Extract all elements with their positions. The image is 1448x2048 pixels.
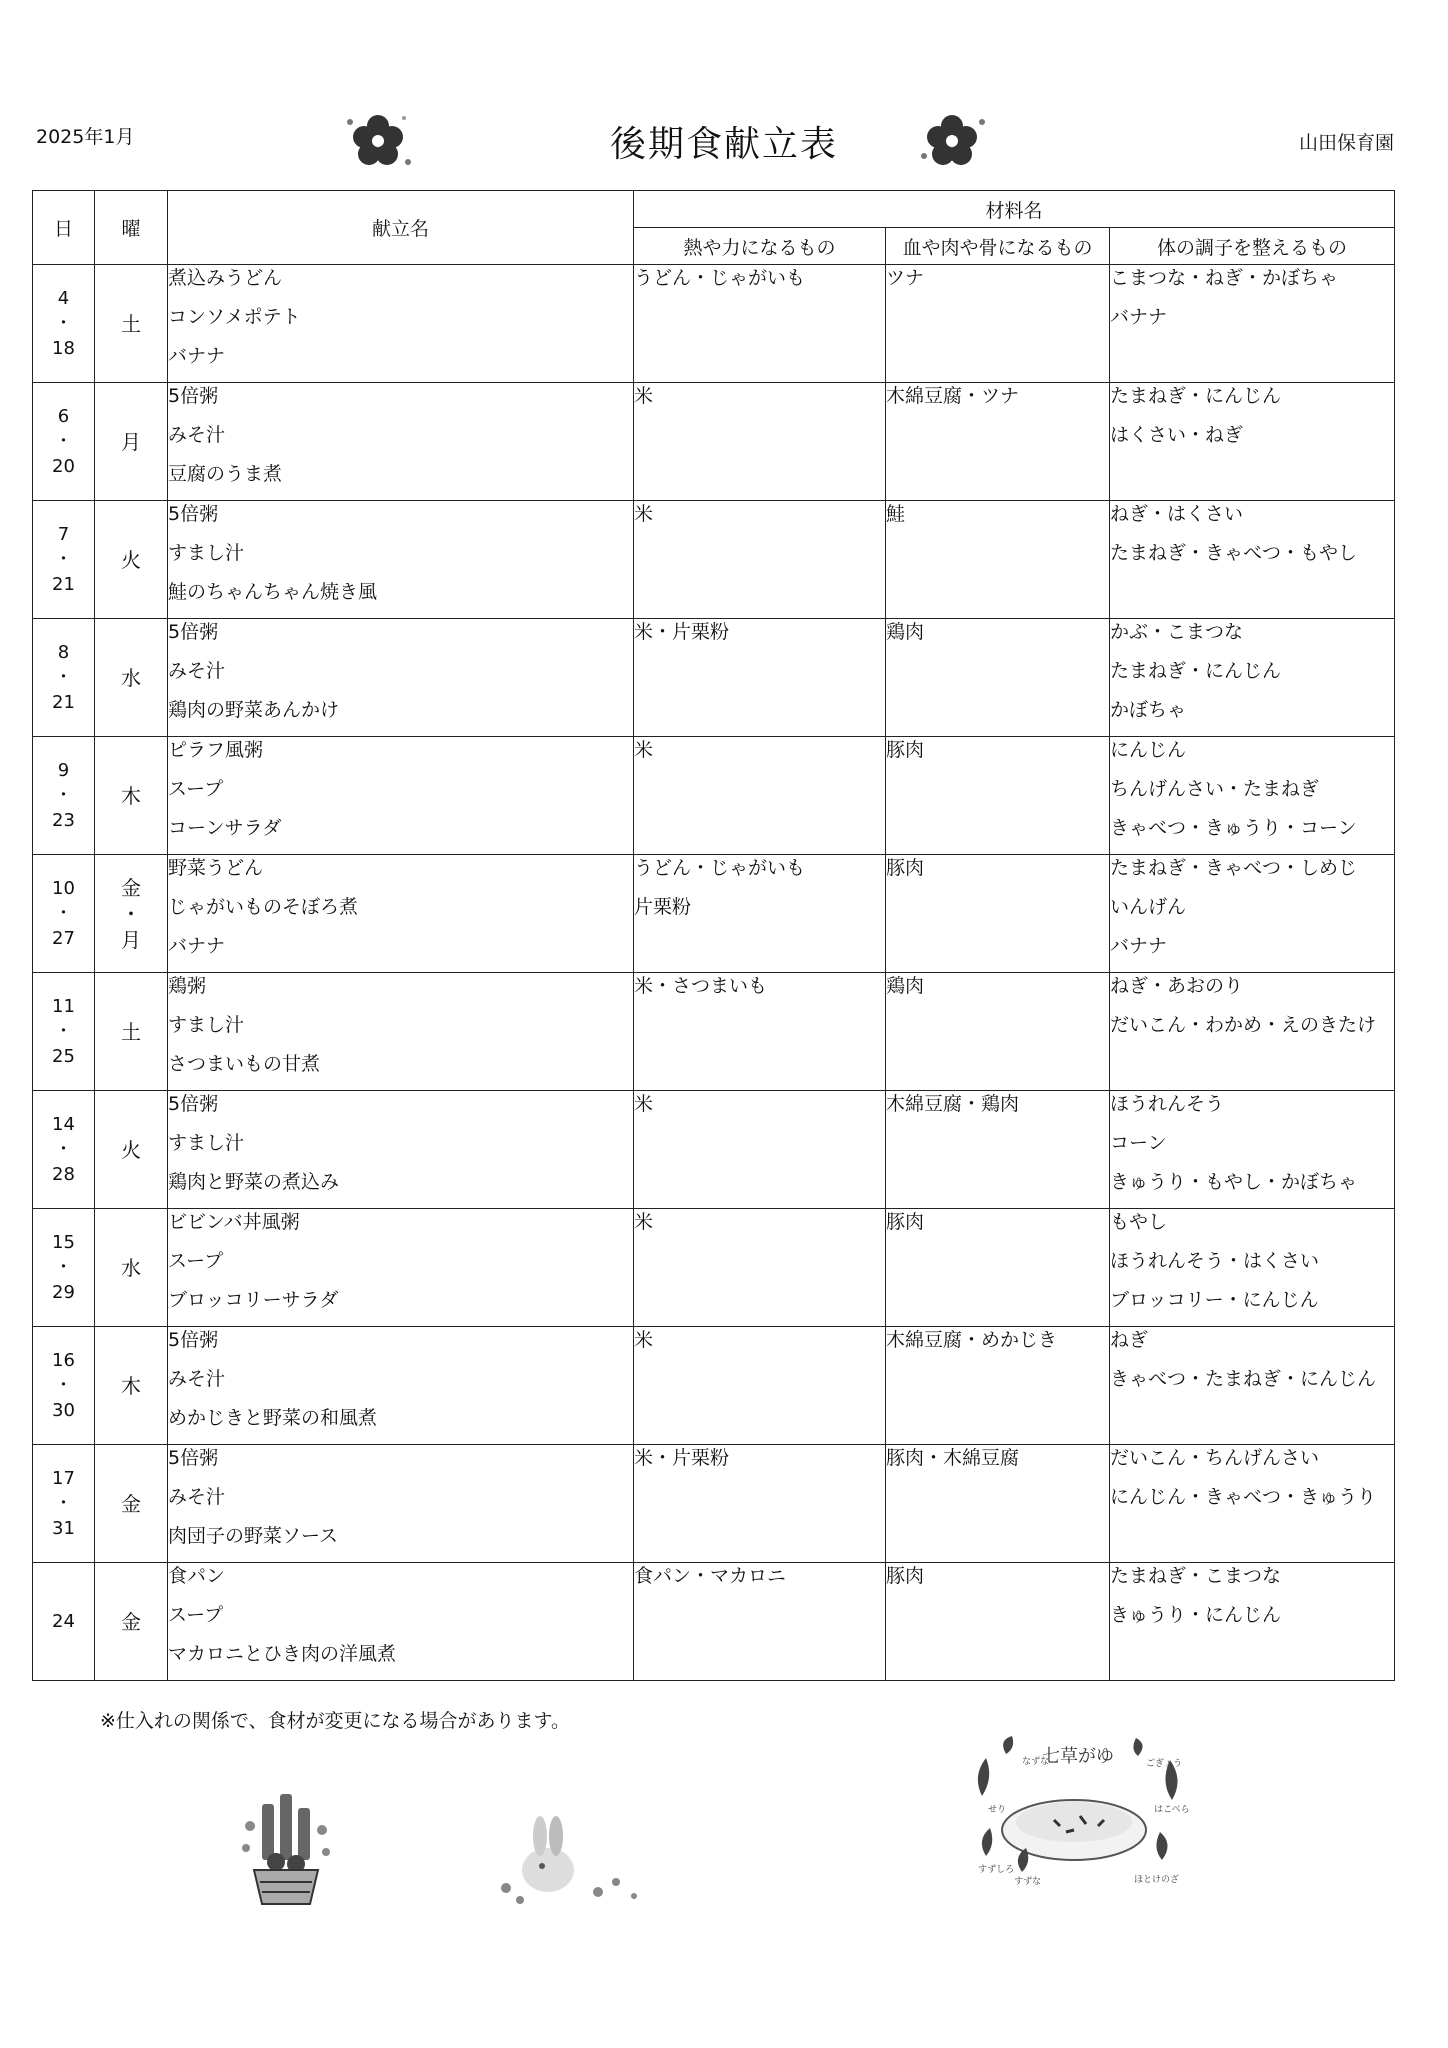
- nanakusa-title: 七草がゆ: [1042, 1746, 1114, 1767]
- menu-row: [33, 855, 1395, 973]
- day-line: 14: [52, 1114, 75, 1135]
- day-cell: [33, 1091, 95, 1209]
- menu-row: [33, 383, 1395, 501]
- weekday-line: 木: [121, 783, 141, 808]
- day-line: 21: [52, 692, 75, 713]
- weekday-cell: [95, 1209, 168, 1327]
- dish-name: 肉団子の野菜ソース: [168, 1525, 339, 1547]
- body-cell: [1110, 1327, 1395, 1445]
- dishes-cell: [168, 855, 634, 973]
- ingredient-line: 鶏肉: [886, 621, 925, 643]
- ingredient-line: 米: [634, 1211, 654, 1233]
- weekday-line: 金: [121, 875, 141, 900]
- weekday-line: 水: [121, 1255, 141, 1280]
- body-cell: [1110, 1091, 1395, 1209]
- ingredient-line: ねぎ: [1110, 1329, 1149, 1351]
- day-line: 6: [57, 406, 70, 427]
- dishes-cell: [168, 1327, 634, 1445]
- herb-label: なずな: [1022, 1757, 1050, 1767]
- day-line: 30: [52, 1400, 75, 1421]
- menu-row: [33, 1563, 1395, 1681]
- menu-row: [33, 737, 1395, 855]
- energy-cell: [634, 737, 886, 855]
- energy-cell: [634, 619, 886, 737]
- herb-label: すずしろ: [978, 1865, 1015, 1875]
- day-line: 28: [52, 1164, 75, 1185]
- day-cell: [33, 1327, 95, 1445]
- day-line: ・: [54, 1493, 73, 1514]
- ingredient-line: 米: [634, 1093, 654, 1115]
- blood-cell: [886, 383, 1110, 501]
- day-cell: [33, 1563, 95, 1681]
- dish-name: みそ汁: [168, 660, 226, 682]
- day-line: ・: [54, 549, 73, 570]
- day-cell: [33, 737, 95, 855]
- menu-table-body: [33, 265, 1395, 1681]
- weekday-line: 土: [121, 311, 141, 336]
- page-title: 後期食献立表: [609, 124, 838, 165]
- herb-label: せり: [988, 1805, 1007, 1815]
- menu-row: [33, 1091, 1395, 1209]
- day-line: 18: [52, 338, 75, 359]
- dishes-cell: [168, 1091, 634, 1209]
- energy-cell: [634, 973, 886, 1091]
- ingredient-line: たまねぎ・きゃべつ・もやし: [1110, 542, 1358, 564]
- dish-name: 5倍粥: [168, 1329, 219, 1351]
- weekday-line: 土: [121, 1019, 141, 1044]
- supply-note: ※仕入れの関係で、食材が変更になる場合があります。: [100, 1710, 571, 1732]
- ingredient-line: 米・片栗粉: [634, 1447, 730, 1469]
- weekday-line: 火: [121, 547, 141, 572]
- ingredient-line: にんじん: [1110, 739, 1187, 761]
- nanakusa-gayu-illustration: [962, 1736, 1192, 1886]
- day-line: ・: [54, 1375, 73, 1396]
- body-cell: [1110, 1563, 1395, 1681]
- weekday-cell: [95, 1445, 168, 1563]
- dish-name: ピラフ風粥: [168, 739, 264, 761]
- menu-row: [33, 1327, 1395, 1445]
- body-cell: [1110, 619, 1395, 737]
- dish-name: 鶏肉と野菜の煮込み: [168, 1171, 340, 1193]
- day-line: 29: [52, 1282, 75, 1303]
- header-day: 日: [33, 191, 95, 265]
- weekday-cell: [95, 501, 168, 619]
- day-line: 17: [52, 1468, 75, 1489]
- ingredient-line: 米: [634, 503, 654, 525]
- ingredient-line: にんじん・きゃべつ・きゅうり: [1110, 1486, 1377, 1508]
- ingredient-line: ほうれんそう: [1110, 1093, 1225, 1115]
- ingredient-line: きゅうり・にんじん: [1110, 1604, 1282, 1626]
- header-energy: 熱や力になるもの: [634, 228, 886, 265]
- weekday-line: 月: [121, 927, 141, 952]
- weekday-cell: [95, 855, 168, 973]
- menu-row: [33, 265, 1395, 383]
- ingredient-line: コーン: [1110, 1132, 1167, 1154]
- day-line: 27: [52, 928, 75, 949]
- energy-cell: [634, 1091, 886, 1209]
- blood-cell: [886, 1091, 1110, 1209]
- ingredient-line: もやし: [1110, 1211, 1168, 1233]
- blood-cell: [886, 973, 1110, 1091]
- ingredient-line: はくさい・ねぎ: [1110, 424, 1244, 446]
- ingredient-line: ほうれんそう・はくさい: [1110, 1250, 1320, 1272]
- ingredient-line: 豚肉・木綿豆腐: [886, 1447, 1020, 1469]
- dish-name: 鶏粥: [168, 975, 207, 997]
- day-line: 15: [52, 1232, 75, 1253]
- ingredient-line: うどん・じゃがいも: [634, 857, 806, 879]
- ingredient-line: 食パン・マカロニ: [634, 1565, 787, 1587]
- dish-name: 5倍粥: [168, 1447, 219, 1469]
- dish-name: ビビンバ丼風粥: [168, 1211, 300, 1233]
- ingredient-line: バナナ: [1110, 935, 1168, 957]
- energy-cell: [634, 1445, 886, 1563]
- day-line: 25: [52, 1046, 75, 1067]
- energy-cell: [634, 501, 886, 619]
- dishes-cell: [168, 1209, 634, 1327]
- header-body: 体の調子を整えるもの: [1110, 228, 1395, 265]
- day-line: 21: [52, 574, 75, 595]
- menu-row: [33, 1209, 1395, 1327]
- dish-name: 5倍粥: [168, 385, 219, 407]
- dish-name: バナナ: [168, 345, 226, 367]
- weekday-line: 金: [121, 1491, 141, 1516]
- blood-cell: [886, 619, 1110, 737]
- day-cell: [33, 855, 95, 973]
- header-materials: 材料名: [634, 191, 1395, 228]
- day-cell: [33, 383, 95, 501]
- body-cell: [1110, 265, 1395, 383]
- ingredient-line: 米・片栗粉: [634, 621, 730, 643]
- dish-name: みそ汁: [168, 424, 226, 446]
- blood-cell: [886, 1445, 1110, 1563]
- weekday-line: 木: [121, 1373, 141, 1398]
- day-line: ・: [54, 1139, 73, 1160]
- menu-row: [33, 973, 1395, 1091]
- ingredient-line: ねぎ・はくさい: [1110, 503, 1244, 525]
- ingredient-line: だいこん・わかめ・えのきたけ: [1110, 1014, 1377, 1036]
- dish-name: みそ汁: [168, 1486, 226, 1508]
- ingredient-line: きゃべつ・きゅうり・コーン: [1110, 817, 1357, 839]
- ingredient-line: だいこん・ちんげんさい: [1110, 1447, 1320, 1469]
- dish-name: マカロニとひき肉の洋風煮: [168, 1643, 397, 1665]
- dish-name: めかじきと野菜の和風煮: [168, 1407, 378, 1429]
- dish-name: 豆腐のうま煮: [168, 463, 283, 485]
- dish-name: じゃがいものそぼろ煮: [168, 896, 359, 918]
- herb-label: ほとけのざ: [1134, 1875, 1180, 1885]
- ingredient-line: 米: [634, 739, 654, 761]
- rabbit-decoration-icon: [488, 1800, 648, 1910]
- dish-name: すまし汁: [168, 542, 245, 564]
- menu-date: 2025年1月: [36, 126, 135, 148]
- dish-name: 野菜うどん: [168, 857, 264, 879]
- ingredient-line: 木綿豆腐・ツナ: [886, 385, 1020, 407]
- dish-name: 鶏肉の野菜あんかけ: [168, 699, 340, 721]
- day-line: 31: [52, 1518, 75, 1539]
- ingredient-line: 木綿豆腐・めかじき: [886, 1329, 1058, 1351]
- plum-flower-icon: [912, 108, 992, 172]
- weekday-line: 月: [121, 429, 141, 454]
- weekday-line: 水: [121, 665, 141, 690]
- dishes-cell: [168, 383, 634, 501]
- dish-name: すまし汁: [168, 1132, 245, 1154]
- day-cell: [33, 1209, 95, 1327]
- day-line: ・: [54, 431, 73, 452]
- day-line: ・: [54, 785, 73, 806]
- herb-label: ごぎょう: [1146, 1759, 1183, 1769]
- weekday-line: 火: [121, 1137, 141, 1162]
- dish-name: バナナ: [168, 935, 226, 957]
- day-cell: [33, 1445, 95, 1563]
- ingredient-line: 米: [634, 1329, 654, 1351]
- weekday-cell: [95, 973, 168, 1091]
- dish-name: 5倍粥: [168, 503, 219, 525]
- day-line: 10: [52, 878, 75, 899]
- body-cell: [1110, 501, 1395, 619]
- day-line: 7: [57, 524, 70, 545]
- dish-name: みそ汁: [168, 1368, 226, 1390]
- dishes-cell: [168, 973, 634, 1091]
- weekday-line: ・: [121, 901, 141, 926]
- dish-name: コーンサラダ: [168, 817, 282, 839]
- day-line: ・: [54, 667, 73, 688]
- day-line: 9: [57, 760, 70, 781]
- blood-cell: [886, 1327, 1110, 1445]
- day-line: ・: [54, 1021, 73, 1042]
- energy-cell: [634, 383, 886, 501]
- dish-name: スープ: [168, 778, 224, 800]
- dishes-cell: [168, 265, 634, 383]
- dish-name: スープ: [168, 1604, 224, 1626]
- body-cell: [1110, 383, 1395, 501]
- day-line: ・: [54, 903, 73, 924]
- blood-cell: [886, 501, 1110, 619]
- day-cell: [33, 265, 95, 383]
- dish-name: さつまいもの甘煮: [168, 1053, 321, 1075]
- herb-label: すずな: [1014, 1877, 1042, 1886]
- ingredient-line: いんげん: [1110, 896, 1187, 918]
- ingredient-line: 木綿豆腐・鶏肉: [886, 1093, 1020, 1115]
- herb-label: はこべら: [1154, 1805, 1190, 1815]
- body-cell: [1110, 737, 1395, 855]
- dish-name: 5倍粥: [168, 1093, 219, 1115]
- dish-name: 鮭のちゃんちゃん焼き風: [168, 581, 378, 603]
- energy-cell: [634, 855, 886, 973]
- ingredient-line: こまつな・ねぎ・かぼちゃ: [1110, 267, 1339, 289]
- day-line: ・: [54, 1257, 73, 1278]
- dish-name: スープ: [168, 1250, 224, 1272]
- ingredient-line: たまねぎ・きゃべつ・しめじ: [1110, 857, 1358, 879]
- dish-name: ブロッコリーサラダ: [168, 1289, 339, 1311]
- blood-cell: [886, 1209, 1110, 1327]
- blood-cell: [886, 265, 1110, 383]
- energy-cell: [634, 1563, 886, 1681]
- menu-row: [33, 1445, 1395, 1563]
- ingredient-line: ツナ: [886, 267, 925, 289]
- dish-name: コンソメポテト: [168, 306, 301, 328]
- weekday-cell: [95, 619, 168, 737]
- dishes-cell: [168, 737, 634, 855]
- body-cell: [1110, 1209, 1395, 1327]
- dishes-cell: [168, 619, 634, 737]
- menu-table: [32, 190, 1395, 1681]
- school-name: 山田保育園: [1298, 132, 1394, 154]
- day-cell: [33, 619, 95, 737]
- ingredient-line: たまねぎ・にんじん: [1110, 660, 1282, 682]
- ingredient-line: きゃべつ・たまねぎ・にんじん: [1110, 1368, 1377, 1390]
- body-cell: [1110, 1445, 1395, 1563]
- day-line: 20: [52, 456, 75, 477]
- dish-name: すまし汁: [168, 1014, 245, 1036]
- ingredient-line: 片栗粉: [634, 896, 692, 918]
- ingredient-line: ねぎ・あおのり: [1110, 975, 1244, 997]
- weekday-cell: [95, 383, 168, 501]
- ingredient-line: かぼちゃ: [1110, 699, 1187, 721]
- day-line: 16: [52, 1350, 75, 1371]
- energy-cell: [634, 1209, 886, 1327]
- menu-row: [33, 619, 1395, 737]
- weekday-line: 金: [121, 1609, 141, 1634]
- day-line: ・: [54, 313, 73, 334]
- header-blood: 血や肉や骨になるもの: [886, 228, 1110, 265]
- body-cell: [1110, 855, 1395, 973]
- blood-cell: [886, 1563, 1110, 1681]
- ingredient-line: 米: [634, 385, 654, 407]
- dishes-cell: [168, 1563, 634, 1681]
- ingredient-line: 豚肉: [886, 857, 925, 879]
- ingredient-line: きゅうり・もやし・かぼちゃ: [1110, 1171, 1358, 1193]
- energy-cell: [634, 1327, 886, 1445]
- energy-cell: [634, 265, 886, 383]
- menu-row: [33, 501, 1395, 619]
- dishes-cell: [168, 1445, 634, 1563]
- ingredient-line: 鮭: [886, 503, 906, 525]
- ingredient-line: 鶏肉: [886, 975, 925, 997]
- header-menu-name: 献立名: [168, 191, 634, 265]
- weekday-cell: [95, 1563, 168, 1681]
- ingredient-line: ブロッコリー・にんじん: [1110, 1289, 1319, 1311]
- dishes-cell: [168, 501, 634, 619]
- weekday-cell: [95, 1091, 168, 1209]
- ingredient-line: かぶ・こまつな: [1110, 621, 1244, 643]
- weekday-cell: [95, 737, 168, 855]
- header-weekday: 曜: [95, 191, 168, 265]
- kadomatsu-icon: [236, 1786, 336, 1910]
- ingredient-line: バナナ: [1110, 306, 1168, 328]
- ingredient-line: ちんげんさい・たまねぎ: [1110, 778, 1320, 800]
- ingredient-line: 豚肉: [886, 1211, 925, 1233]
- day-line: 24: [52, 1611, 75, 1632]
- dish-name: 食パン: [168, 1565, 226, 1587]
- weekday-cell: [95, 265, 168, 383]
- day-line: 8: [57, 642, 70, 663]
- body-cell: [1110, 973, 1395, 1091]
- weekday-cell: [95, 1327, 168, 1445]
- ingredient-line: うどん・じゃがいも: [634, 267, 806, 289]
- dish-name: 5倍粥: [168, 621, 219, 643]
- day-cell: [33, 973, 95, 1091]
- blood-cell: [886, 737, 1110, 855]
- day-line: 4: [57, 288, 70, 309]
- ingredient-line: 豚肉: [886, 1565, 925, 1587]
- day-line: 11: [52, 996, 75, 1017]
- ingredient-line: たまねぎ・こまつな: [1110, 1565, 1282, 1587]
- ingredient-line: 米・さつまいも: [634, 975, 768, 997]
- dish-name: 煮込みうどん: [168, 267, 283, 289]
- ingredient-line: 豚肉: [886, 739, 925, 761]
- ingredient-line: たまねぎ・にんじん: [1110, 385, 1282, 407]
- day-line: 23: [52, 810, 75, 831]
- day-cell: [33, 501, 95, 619]
- blood-cell: [886, 855, 1110, 973]
